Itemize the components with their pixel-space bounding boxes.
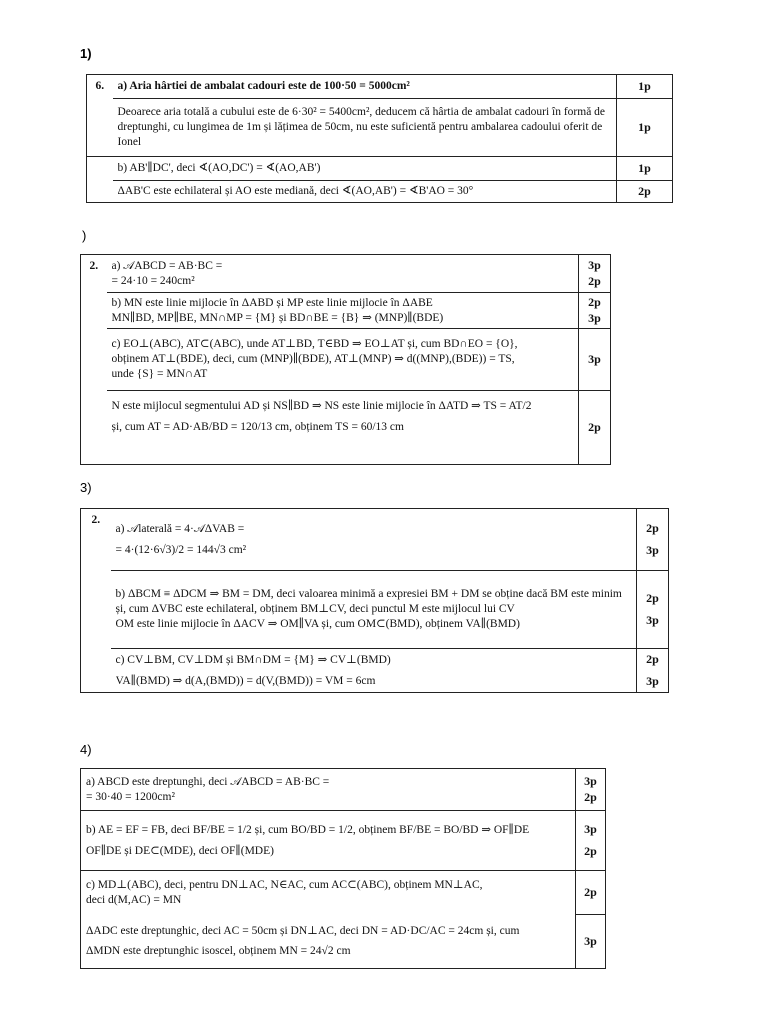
- points-cell: 3p 2p: [579, 255, 611, 293]
- table-row: [87, 75, 673, 99]
- table-row: [81, 915, 606, 969]
- row-text: a) Aria hârtiei de ambalat cadouri este de 100·50 = 5000cm²: [113, 75, 617, 99]
- grading-table-3: [80, 508, 669, 693]
- points-cell: 1p: [617, 157, 673, 181]
- table-row: [81, 811, 606, 871]
- grading-table-2: [80, 254, 611, 465]
- row-text: a) ABCD este dreptunghi, deci 𝒜ABCD = AB·BC = = 30·40 = 1200cm²: [81, 769, 576, 811]
- points-cell: 3p 2p: [576, 811, 606, 871]
- row-text: N este mijlocul segmentului AD și NS∥BD ⇒ NS este linie mijlocie în ΔATD ⇒ TS = AT/2 și, cum AT = AD·AB/BD = 120/13 cm, obținem TS = 60/13 cm: [107, 391, 579, 465]
- row-text: Deoarece aria totală a cubului este de 6·30² = 5400cm², deducem că hârtia de ambalat cadouri în formă de dreptunghi, cu lungimea de 1m și lățimea de 50cm, nu este suficientă pentru ambalarea cadoului oferit de Ionel: [113, 99, 617, 157]
- points-cell: 2p: [576, 871, 606, 915]
- points-cell: 3p 2p: [576, 769, 606, 811]
- table-row: [87, 157, 673, 181]
- row-text: b) AB'∥DC', deci ∢(AO,DC') = ∢(AO,AB'): [113, 157, 617, 181]
- row-text: a) 𝒜laterală = 4·𝒜ΔVAB = = 4·(12·6√3)/2 = 144√3 cm²: [111, 509, 637, 571]
- row-text: b) ΔBCM ≡ ΔDCM ⇒ BM = DM, deci valoarea minimă a expresiei BM + DM se obține dacă BM este minim și, cum ΔVBC este echilateral, obținem BM⊥CV, deci punctul M este mijlocul lui CV OM este linie mijlocie în ΔACV ⇒ OM∥VA și, cum OM⊂(BMD), obținem VA∥(BMD): [111, 571, 637, 649]
- row-text: ΔADC este dreptunghic, deci AC = 50cm și DN⊥AC, deci DN = AD·DC/AC = 24cm și, cum ΔMDN este dreptunghic isoscel, obținem MN = 24√2 cm: [81, 915, 576, 969]
- problem-number: 2.: [81, 509, 111, 693]
- grading-table-1: [86, 74, 673, 203]
- points-cell: 2p: [579, 391, 611, 465]
- grading-table-4: [80, 768, 606, 969]
- points-cell: 3p: [576, 915, 606, 969]
- points-cell: 2p: [617, 181, 673, 203]
- table-row: [81, 871, 606, 915]
- points-cell: 1p: [617, 75, 673, 99]
- points-cell: 2p 3p: [579, 293, 611, 329]
- problem-number: 2.: [81, 255, 107, 465]
- row-text: c) CV⊥BM, CV⊥DM și BM∩DM = {M} ⇒ CV⊥(BMD) VA∥(BMD) ⇒ d(A,(BMD)) = d(V,(BMD)) = VM = 6cm: [111, 649, 637, 693]
- row-text: c) MD⊥(ABC), deci, pentru DN⊥AC, N∈AC, cum AC⊂(ABC), obținem MN⊥AC, deci d(M,AC) = MN: [81, 871, 576, 915]
- points-cell: 2p 3p: [637, 571, 669, 649]
- points-cell: 2p 3p: [637, 649, 669, 693]
- table-row: [81, 649, 669, 693]
- table-row: [81, 571, 669, 649]
- table-row: [81, 255, 611, 293]
- row-text: c) EO⊥(ABC), AT⊂(ABC), unde AT⊥BD, T∈BD ⇒ EO⊥AT și, cum BD∩EO = {O}, obținem AT⊥(BDE), deci, cum (MNP)∥(BDE), AT⊥(MNP) ⇒ d((MNP),(BDE)) = TS, unde {S} = MN∩AT: [107, 329, 579, 391]
- points-cell: 3p: [579, 329, 611, 391]
- row-text: ΔAB'C este echilateral și AO este mediană, deci ∢(AO,AB') = ∢B'AO = 30°: [113, 181, 617, 203]
- section-label-2: ): [82, 228, 87, 243]
- section-label-3: 3): [80, 480, 92, 495]
- table-row: [81, 509, 669, 571]
- table-row: [81, 391, 611, 465]
- table-row: [87, 181, 673, 203]
- row-text: a) 𝒜ABCD = AB·BC = = 24·10 = 240cm²: [107, 255, 579, 293]
- table-row: [81, 769, 606, 811]
- row-text: b) MN este linie mijlocie în ΔABD și MP este linie mijlocie în ΔABE MN∥BD, MP∥BE, MN∩MP = {M} și BD∩BE = {B} ⇒ (MNP)∥(BDE): [107, 293, 579, 329]
- table-row: [81, 293, 611, 329]
- problem-number: 6.: [87, 75, 113, 157]
- row-text: b) AE = EF = FB, deci BF/BE = 1/2 și, cum BO/BD = 1/2, obținem BF/BE = BO/BD ⇒ OF∥DE OF∥DE și DE⊂(MDE), deci OF∥(MDE): [81, 811, 576, 871]
- section-label-1: 1): [80, 46, 92, 61]
- points-cell: 1p: [617, 99, 673, 157]
- section-label-4: 4): [80, 742, 92, 757]
- table-row: [87, 99, 673, 157]
- table-row: [81, 329, 611, 391]
- points-cell: 2p 3p: [637, 509, 669, 571]
